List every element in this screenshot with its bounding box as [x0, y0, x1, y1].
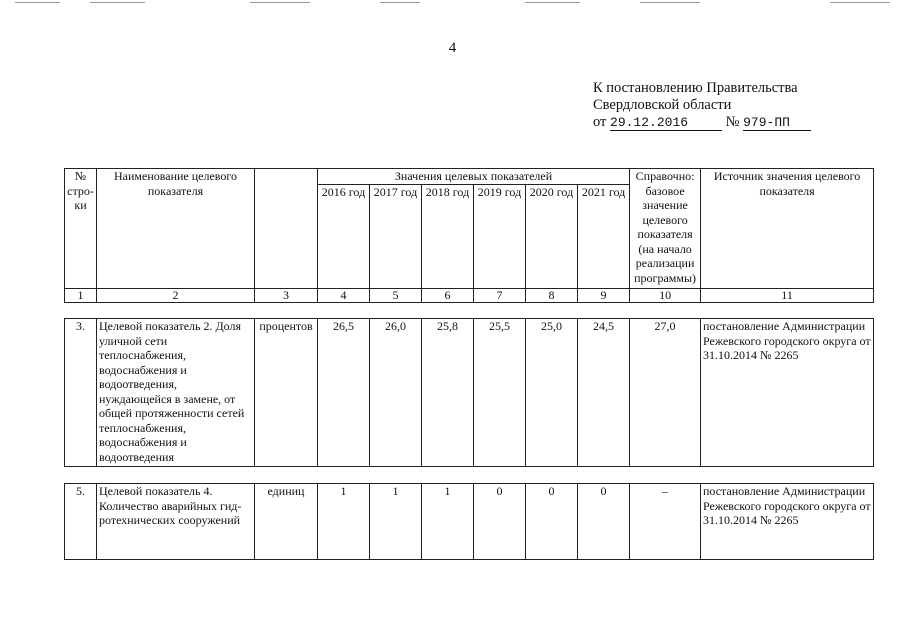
scan-artifact-line: [250, 2, 310, 3]
value-2017: 1: [370, 484, 422, 560]
value-2018: 1: [422, 484, 474, 560]
approval-heading: [593, 80, 811, 131]
indicator-unit: единиц: [255, 484, 318, 560]
header-unit: [255, 169, 318, 289]
scan-artifact-line: [525, 2, 580, 3]
number-prefix: №: [725, 114, 740, 130]
column-index: 4: [318, 288, 370, 302]
scan-artifact-line: [90, 2, 145, 3]
scan-artifact-line: [380, 2, 420, 3]
approval-number: 979-ПП: [743, 116, 811, 131]
value-2021: 24,5: [578, 319, 630, 467]
value-2020: 0: [526, 484, 578, 560]
scan-artifact-line: [830, 2, 890, 3]
indicator-unit: процентов: [255, 319, 318, 467]
value-2016: 1: [318, 484, 370, 560]
approval-line-1: К постановлению Правительства: [593, 80, 798, 96]
value-2021: 0: [578, 484, 630, 560]
value-2018: 25,8: [422, 319, 474, 467]
approval-line-3: [593, 114, 811, 131]
approval-date: 29.12.2016: [610, 116, 722, 131]
column-index: 11: [701, 288, 874, 302]
column-index: 7: [474, 288, 526, 302]
column-index: 6: [422, 288, 474, 302]
column-index: 3: [255, 288, 318, 302]
value-2019: 25,5: [474, 319, 526, 467]
column-index-row: [65, 288, 874, 302]
column-index: 5: [370, 288, 422, 302]
table-row: [65, 319, 874, 467]
scan-artifact-line: [15, 2, 60, 3]
column-index: 1: [65, 288, 97, 302]
indicator-row-table: [64, 483, 874, 560]
page-number: 4: [448, 40, 457, 56]
base-value: 27,0: [630, 319, 701, 467]
approval-line-2: Свердловской области: [593, 97, 732, 113]
header-year: 2019 год: [474, 184, 526, 288]
header-year: 2020 год: [526, 184, 578, 288]
indicator-source: постановление Администрации Режевского городского округа от 31.10.2014 № 2265: [701, 484, 874, 560]
indicator-name: Целевой показатель 4. Количество аварийных гид-ротехнических сооружений: [97, 484, 255, 560]
indicator-source: постановление Администрации Режевского городского округа от 31.10.2014 № 2265: [701, 319, 874, 467]
value-2019: 0: [474, 484, 526, 560]
base-value: –: [630, 484, 701, 560]
value-2020: 25,0: [526, 319, 578, 467]
column-index: 10: [630, 288, 701, 302]
table-row: [65, 484, 874, 560]
header-year: 2017 год: [370, 184, 422, 288]
indicator-row-table: [64, 318, 874, 467]
header-source: Источник значения целевого показателя: [701, 169, 874, 289]
column-index: 8: [526, 288, 578, 302]
value-2016: 26,5: [318, 319, 370, 467]
column-index: 2: [97, 288, 255, 302]
header-year: 2018 год: [422, 184, 474, 288]
indicators-header-table: [64, 168, 874, 303]
value-2017: 26,0: [370, 319, 422, 467]
date-prefix: от: [593, 114, 607, 130]
row-number: 3.: [65, 319, 97, 467]
header-target-values: Значения целевых показателей: [318, 169, 630, 185]
indicator-name: Целевой показатель 2. Доля уличной сети теплоснабжения, водоснабжения и водоотведения, нуждающейся в замене, от общей протяженности сетей теплоснабжения, водоснабжения и водоотведения: [97, 319, 255, 467]
column-index: 9: [578, 288, 630, 302]
header-row: [65, 169, 874, 185]
header-year: 2021 год: [578, 184, 630, 288]
header-row-number: № стро-ки: [65, 169, 97, 289]
header-indicator-name: Наименование целевого показателя: [97, 169, 255, 289]
header-base-value: Справочно: базовое значение целевого показателя (на начало реализации программы): [630, 169, 701, 289]
header-year: 2016 год: [318, 184, 370, 288]
scan-artifact-line: [640, 2, 700, 3]
row-number: 5.: [65, 484, 97, 560]
